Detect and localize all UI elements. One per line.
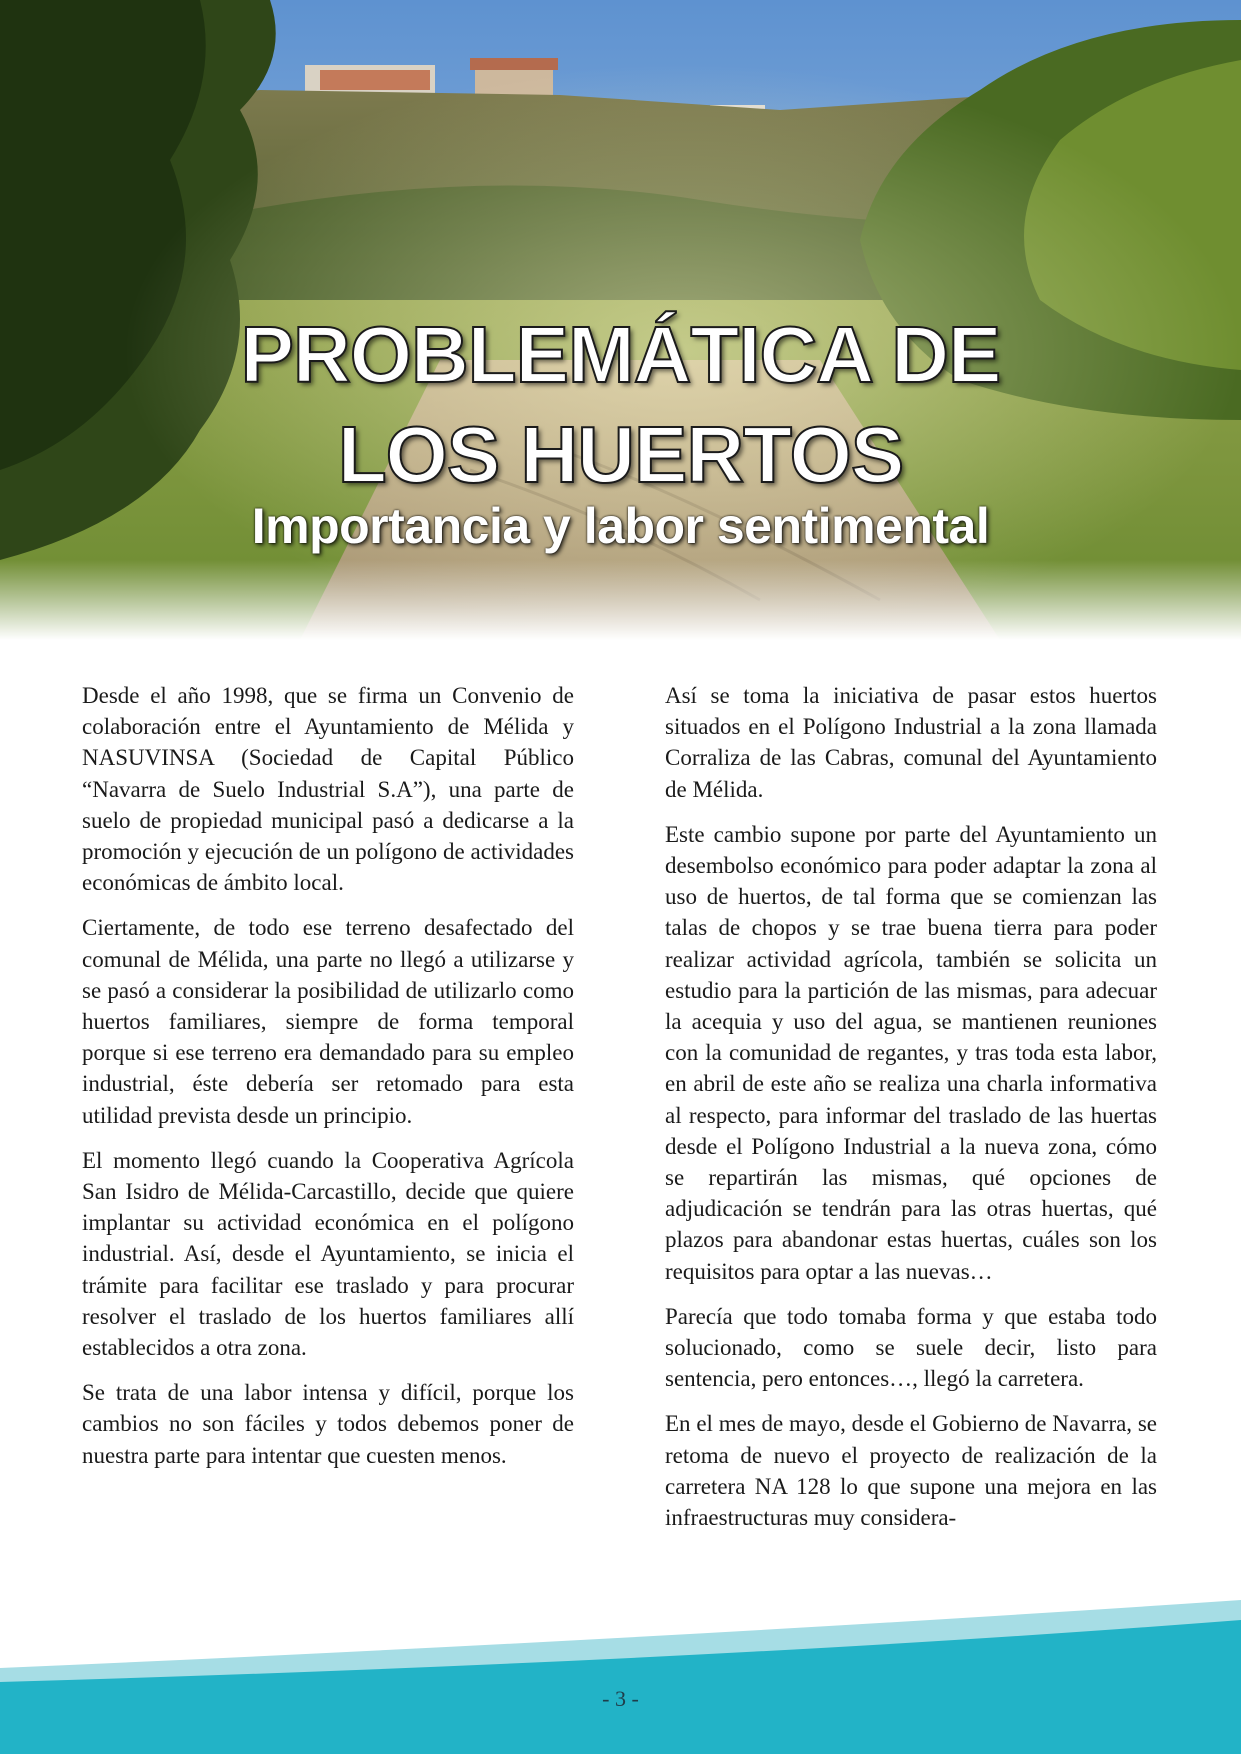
paragraph: En el mes de mayo, desde el Gobierno de Navarra, se retoma de nuevo el proyecto de realización de la carretera NA 128 lo que supone una mejora en las infraestructuras muy considera- — [665, 1411, 1157, 1531]
paragraph: Este cambio supone por parte del Ayuntamiento un desembolso económico para poder adaptar la zona al uso de huertos, de tal forma que se comienzan las talas de chopos y se trae buena tierra para poder realizar actividad agrícola, también se solicita un estudio para la partición de las mismas, para adecuar la acequia y uso del agua, se mantienen reuniones con la comunidad de regantes, y tras toda esta labor, en abril de este año se realiza una charla informativa al respecto, para informar del traslado de las huertas desde el Polígono Industrial a la nueva zona, cómo se repartirán las mismas, qué opciones de adjudicación se tendrán para las otras huertas, qué plazos para abandonar estas huertas, cuáles son los requisitos para optar a las nuevas… — [665, 821, 1157, 1284]
page-number: - 3 - — [602, 1686, 639, 1711]
paragraph: Así se toma la iniciativa de pasar estos huertos situados en el Polígono Industrial a la zona llamada Corraliza de las Cabras, comunal del Ayuntamiento de Mélida. — [665, 683, 1157, 802]
paragraph: Parecía que todo tomaba forma y que estaba todo solucionado, como se suele decir, listo para sentencia, pero entonces…, llegó la carretera. — [665, 1303, 1157, 1392]
page-subtitle: Importancia y labor sentimental — [251, 498, 990, 554]
hero-banner — [0, 0, 1241, 640]
paragraph: Se trata de una labor intensa y difícil, porque los cambios no son fáciles y todos debemos poner de nuestra parte para intentar que cuesten menos. — [82, 1380, 574, 1468]
paragraph: Desde el año 1998, que se firma un Convenio de colaboración entre el Ayuntamiento de Mélida y NASUVINSA (Sociedad de Capital Público “Navarra de Suelo Industrial S.A”), una parte de suelo de propiedad municipal pasó a dedicarse a la promoción y ejecución de un polígono de actividades económicas de ámbito local. — [82, 683, 574, 896]
paragraph: El momento llegó cuando la Cooperativa Agrícola San Isidro de Mélida-Carcastillo, decide que quiere implantar su actividad económica en el polígono industrial. Así, desde el Ayuntamiento, se inicia el trámite para facilitar ese traslado y para procurar resolver el traslado de los huertos familiares allí establecidos a otra zona. — [82, 1147, 574, 1361]
article-column-right — [665, 680, 1157, 1547]
title-line-2: LOS HUERTOS — [337, 410, 904, 499]
page-title — [0, 305, 1241, 505]
title-line-1: PROBLEMÁTICA DE — [240, 310, 1001, 399]
article-column-left — [82, 680, 574, 1485]
paragraph: Ciertamente, de todo ese terreno desafectado del comunal de Mélida, una parte no llegó a utilizarse y se pasó a considerar la posibilidad de utilizarlo como huertos familiares, siempre de forma temporal porque si ese terreno era demandado para su empleo industrial, éste debería ser retomado para esta utilidad prevista desde un principio. — [82, 915, 574, 1128]
footer-wave-decoration — [0, 1590, 1241, 1754]
